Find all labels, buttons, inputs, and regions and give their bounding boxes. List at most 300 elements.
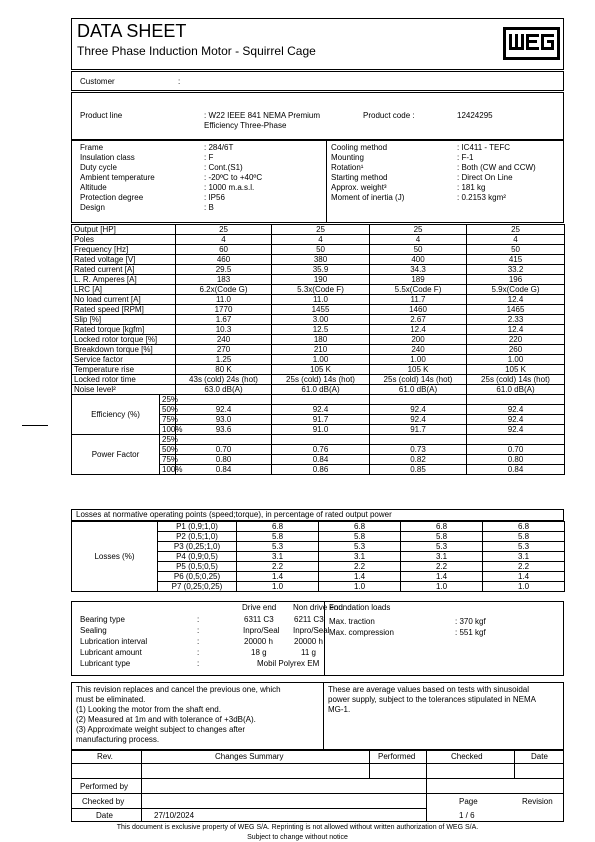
spec-value: : 0.2153 kgm² <box>457 193 506 202</box>
load-label: 75% <box>160 455 176 465</box>
table-cell <box>370 435 467 445</box>
spec-row <box>80 153 320 163</box>
specs-right <box>331 143 561 203</box>
spec-value: : B <box>204 203 214 212</box>
table-cell: 3.1 <box>319 552 401 562</box>
note-line: manufacturing process. <box>76 735 160 744</box>
spec-value: : F-1 <box>457 153 474 162</box>
changes-header: Changes Summary <box>215 752 284 761</box>
table-cell: 11.0 <box>272 295 370 305</box>
table-cell <box>467 435 565 445</box>
table-cell: 80 K <box>176 365 272 375</box>
load-label: 100% <box>160 425 176 435</box>
bearing-row <box>80 615 324 626</box>
table-row <box>72 355 565 365</box>
table-cell: 270 <box>176 345 272 355</box>
table-cell: 5.8 <box>319 532 401 542</box>
table-cell: 25 <box>467 225 565 235</box>
specs-divider <box>326 140 327 223</box>
page-label: Page <box>459 797 478 806</box>
loss-point: P7 (0,25;0,25) <box>158 582 237 592</box>
table-cell <box>272 435 370 445</box>
row-label: L. R. Amperes [A] <box>72 275 176 285</box>
table-cell <box>272 395 370 405</box>
row-label: Rated speed [RPM] <box>72 305 176 315</box>
loss-point: P4 (0,9;0,5) <box>158 552 237 562</box>
spec-value: : Cont.(S1) <box>204 163 243 172</box>
table-row <box>72 395 565 405</box>
spec-row <box>331 193 561 203</box>
spec-row <box>80 193 320 203</box>
bearing-de: 20000 h <box>244 637 273 646</box>
table-cell: 0.80 <box>176 455 272 465</box>
revision-col <box>514 750 515 778</box>
table-cell: 6.8 <box>401 522 483 532</box>
row-label: Frequency [Hz] <box>72 245 176 255</box>
table-cell: 29.5 <box>176 265 272 275</box>
spec-value: : Both (CW and CCW) <box>457 163 536 172</box>
bearing-row <box>80 626 330 637</box>
spec-label: Mounting <box>331 153 364 162</box>
table-cell: 61.0 dB(A) <box>370 385 467 395</box>
efficiency-label: Efficiency (%) <box>72 395 160 435</box>
table-cell: 220 <box>467 335 565 345</box>
load-label: 100% <box>160 465 176 475</box>
table-cell: 180 <box>272 335 370 345</box>
table-cell: 400 <box>370 255 467 265</box>
bearing-nde: 6211 C3 <box>294 615 324 624</box>
spec-value: : Direct On Line <box>457 173 513 182</box>
table-cell: 93.6 <box>176 425 272 435</box>
table-cell: 1.4 <box>401 572 483 582</box>
table-cell: 12.4 <box>370 325 467 335</box>
customer-colon: : <box>178 77 181 86</box>
spec-label: Frame <box>80 143 104 152</box>
table-cell: 200 <box>370 335 467 345</box>
table-cell: 11.7 <box>370 295 467 305</box>
table-cell: 25s (cold) 14s (hot) <box>467 375 565 385</box>
table-cell: 50 <box>272 245 370 255</box>
bearing-nde: 20000 h <box>294 637 323 646</box>
table-cell: 1.4 <box>237 572 319 582</box>
table-cell: 92.4 <box>370 405 467 415</box>
foundation-label: Max. traction <box>329 617 375 626</box>
spec-label: Altitude <box>80 183 107 192</box>
checked-header: Checked <box>451 752 483 761</box>
lubricant-colon: : <box>197 659 200 668</box>
note-line: MG-1. <box>328 705 351 714</box>
loss-point: P3 (0,25;1,0) <box>158 542 237 552</box>
table-cell: 2.2 <box>401 562 483 572</box>
table-cell: 3.1 <box>237 552 319 562</box>
notes-divider <box>323 682 324 750</box>
note-line: This revision replaces and cancel the previous one, which <box>76 685 281 694</box>
table-cell: 0.70 <box>467 445 565 455</box>
row-label: Breakdown torque [%] <box>72 345 176 355</box>
table-cell: 2.2 <box>483 562 565 572</box>
spec-label: Cooling method <box>331 143 388 152</box>
note-line: power supply, subject to the tolerances stipulated in NEMA <box>328 695 536 704</box>
row-label: Locked rotor time <box>72 375 176 385</box>
table-cell: 240 <box>176 335 272 345</box>
performance-table <box>71 224 565 475</box>
date-label: Date <box>96 811 113 820</box>
table-row <box>72 255 565 265</box>
weg-logo <box>503 27 560 60</box>
table-cell: 1.00 <box>272 355 370 365</box>
losses-label: Losses (%) <box>72 522 158 592</box>
table-cell: 6.8 <box>319 522 401 532</box>
spec-value: : 181 kg <box>457 183 486 192</box>
table-cell: 6.2x(Code G) <box>176 285 272 295</box>
row-label: Output [HP] <box>72 225 176 235</box>
customer-box <box>71 71 564 91</box>
row-label: Slip [%] <box>72 315 176 325</box>
revision-line <box>71 763 564 764</box>
table-cell: 240 <box>370 345 467 355</box>
table-cell: 0.70 <box>176 445 272 455</box>
revision-col <box>369 750 370 778</box>
load-label: 50% <box>160 445 176 455</box>
table-cell <box>176 395 272 405</box>
table-cell: 1.0 <box>237 582 319 592</box>
table-row <box>72 385 565 395</box>
revision-col <box>141 750 142 822</box>
revision-line <box>71 793 564 794</box>
table-cell: 5.3 <box>319 542 401 552</box>
table-cell: 35.9 <box>272 265 370 275</box>
spec-row <box>331 143 561 153</box>
table-cell: 25s (cold) 14s (hot) <box>370 375 467 385</box>
table-cell: 25 <box>370 225 467 235</box>
spec-row <box>80 143 320 153</box>
table-cell <box>467 395 565 405</box>
table-cell <box>370 395 467 405</box>
row-label: LRC [A] <box>72 285 176 295</box>
spec-row <box>331 183 561 193</box>
spec-label: Starting method <box>331 173 388 182</box>
table-row <box>72 315 565 325</box>
drive-end-header: Drive end <box>242 603 277 612</box>
spec-label: Design <box>80 203 105 212</box>
loss-point: P6 (0,5;0,25) <box>158 572 237 582</box>
load-label: 75% <box>160 415 176 425</box>
table-cell: 12.5 <box>272 325 370 335</box>
row-label: Locked rotor torque [%] <box>72 335 176 345</box>
table-cell: 4 <box>176 235 272 245</box>
table-cell: 1.00 <box>467 355 565 365</box>
page-value: 1 / 6 <box>459 811 475 820</box>
table-cell: 0.85 <box>370 465 467 475</box>
bearing-colon: : <box>197 637 200 646</box>
table-cell: 12.4 <box>467 325 565 335</box>
table-cell: 190 <box>272 275 370 285</box>
bearing-colon: : <box>197 626 200 635</box>
spec-value: : 284/6T <box>204 143 234 152</box>
table-row <box>72 345 565 355</box>
table-cell: 460 <box>176 255 272 265</box>
performed-header: Performed <box>378 752 416 761</box>
product-line-value: : W22 IEEE 841 NEMA Premium <box>204 111 321 120</box>
note-line: (3) Approximate weight subject to changes after <box>76 725 245 734</box>
spec-row <box>80 173 320 183</box>
performed-by-label: Performed by <box>80 782 129 791</box>
specs-left <box>80 143 320 213</box>
spec-row <box>331 173 561 183</box>
table-cell: 5.8 <box>401 532 483 542</box>
table-cell: 196 <box>467 275 565 285</box>
table-cell: 380 <box>272 255 370 265</box>
product-code-value: 12424295 <box>457 111 493 120</box>
product-line-value-2: Efficiency Three-Phase <box>204 121 287 130</box>
row-label: Noise level² <box>72 385 176 395</box>
table-cell: 61.0 dB(A) <box>272 385 370 395</box>
table-cell: 92.4 <box>370 415 467 425</box>
table-cell: 25 <box>272 225 370 235</box>
table-cell: 2.2 <box>319 562 401 572</box>
table-cell: 1.4 <box>483 572 565 582</box>
table-cell: 5.9x(Code G) <box>467 285 565 295</box>
footer-line-1: This document is exclusive property of WEG S/A. Reprinting is not allowed without written authorization of WEG S/A. <box>116 824 479 831</box>
spec-value: : IC411 - TEFC <box>457 143 511 152</box>
date-header: Date <box>531 752 548 761</box>
row-label: Rated current [A] <box>72 265 176 275</box>
table-cell: 5.8 <box>483 532 565 542</box>
non-drive-end-header: Non drive end <box>293 603 343 612</box>
table-row <box>72 325 565 335</box>
table-cell: 2.2 <box>237 562 319 572</box>
table-row <box>72 435 565 445</box>
table-cell: 25 <box>176 225 272 235</box>
table-row <box>72 335 565 345</box>
bearing-nde: 11 g <box>301 648 316 657</box>
bearing-row <box>80 637 324 648</box>
foundation-label: Max. compression <box>329 628 394 637</box>
loss-point: P5 (0,5;0,5) <box>158 562 237 572</box>
table-cell: 34.3 <box>370 265 467 275</box>
table-cell: 91.7 <box>370 425 467 435</box>
spec-label: Protection degree <box>80 193 144 202</box>
table-cell: 4 <box>370 235 467 245</box>
table-cell: 33.2 <box>467 265 565 275</box>
table-cell: 2.67 <box>370 315 467 325</box>
table-cell: 1460 <box>370 305 467 315</box>
table-cell: 43s (cold) 24s (hot) <box>176 375 272 385</box>
spec-label: Ambient temperature <box>80 173 155 182</box>
table-row <box>72 225 565 235</box>
product-line-label: Product line <box>80 111 123 120</box>
table-cell: 1.4 <box>319 572 401 582</box>
table-cell: 0.82 <box>370 455 467 465</box>
table-cell: 92.4 <box>467 415 565 425</box>
table-cell: 0.76 <box>272 445 370 455</box>
table-cell: 189 <box>370 275 467 285</box>
bearing-row <box>80 648 324 659</box>
table-cell: 4 <box>467 235 565 245</box>
table-row <box>72 235 565 245</box>
table-cell: 1.00 <box>370 355 467 365</box>
table-cell: 0.80 <box>467 455 565 465</box>
table-row <box>72 522 565 532</box>
lubricant-label: Lubricant type <box>80 659 131 668</box>
spec-label: Moment of inertia (J) <box>331 193 405 202</box>
spec-label: Duty cycle <box>80 163 117 172</box>
table-cell: 1.67 <box>176 315 272 325</box>
table-cell: 1.0 <box>483 582 565 592</box>
spec-value: : F <box>204 153 214 162</box>
revision-line <box>71 808 426 809</box>
table-row <box>72 265 565 275</box>
table-cell: 210 <box>272 345 370 355</box>
load-label: 25% <box>160 435 176 445</box>
table-cell: 105 K <box>272 365 370 375</box>
bearing-de: 18 g <box>251 648 267 657</box>
revision-label: Revision <box>522 797 553 806</box>
row-label: Temperature rise <box>72 365 176 375</box>
table-cell: 50 <box>370 245 467 255</box>
rev-header: Rev. <box>97 752 113 761</box>
spec-row <box>331 163 561 173</box>
note-line: (1) Looking the motor from the shaft end. <box>76 705 221 714</box>
table-cell: 105 K <box>370 365 467 375</box>
foundation-value: : 370 kgf <box>455 617 486 626</box>
table-cell: 25s (cold) 14s (hot) <box>272 375 370 385</box>
bearing-colon: : <box>197 615 200 624</box>
table-cell: 11.0 <box>176 295 272 305</box>
spec-value: : 1000 m.a.s.l. <box>204 183 255 192</box>
table-cell: 415 <box>467 255 565 265</box>
table-cell: 10.3 <box>176 325 272 335</box>
table-cell: 4 <box>272 235 370 245</box>
product-code-label: Product code : <box>363 111 415 120</box>
load-label: 25% <box>160 395 176 405</box>
table-cell: 5.5x(Code F) <box>370 285 467 295</box>
notes-left <box>76 685 281 745</box>
row-label: Service factor <box>72 355 176 365</box>
bearing-label: Sealing <box>80 626 107 635</box>
table-cell <box>176 435 272 445</box>
note-line: These are average values based on tests with sinusoidal <box>328 685 530 694</box>
bearing-nde: Inpro/Seal <box>293 626 330 635</box>
table-cell: 92.4 <box>467 425 565 435</box>
table-cell: 1.25 <box>176 355 272 365</box>
bearing-de: Inpro/Seal <box>243 626 280 635</box>
table-cell: 91.7 <box>272 415 370 425</box>
table-cell: 3.1 <box>401 552 483 562</box>
table-cell: 92.4 <box>272 405 370 415</box>
table-row <box>72 285 565 295</box>
customer-label: Customer <box>80 77 115 86</box>
notes-right <box>328 685 536 715</box>
loss-point: P2 (0,5;1,0) <box>158 532 237 542</box>
loss-point: P1 (0,9;1,0) <box>158 522 237 532</box>
spec-row <box>331 153 561 163</box>
table-row <box>72 365 565 375</box>
table-cell: 0.73 <box>370 445 467 455</box>
table-cell: 1465 <box>467 305 565 315</box>
table-cell: 0.84 <box>176 465 272 475</box>
revision-box <box>71 750 564 822</box>
revision-col <box>426 750 427 822</box>
row-label: No load current [A] <box>72 295 176 305</box>
foundation-title: Foundation loads <box>329 603 391 612</box>
table-cell: 5.3 <box>237 542 319 552</box>
losses-table <box>71 521 565 592</box>
table-cell: 5.3 <box>401 542 483 552</box>
table-cell: 6.8 <box>237 522 319 532</box>
table-row <box>72 305 565 315</box>
footer-line-2: Subject to change without notice <box>247 834 348 841</box>
table-cell: 260 <box>467 345 565 355</box>
document-subtitle: Three Phase Induction Motor - Squirrel Cage <box>77 44 316 58</box>
table-row <box>72 245 565 255</box>
table-cell: 93.0 <box>176 415 272 425</box>
table-row <box>72 295 565 305</box>
spec-label: Rotation¹ <box>331 163 364 172</box>
table-row <box>72 375 565 385</box>
row-label: Rated voltage [V] <box>72 255 176 265</box>
bearing-row <box>80 659 324 670</box>
table-cell: 61.0 dB(A) <box>467 385 565 395</box>
table-cell: 2.33 <box>467 315 565 325</box>
margin-mark <box>22 425 48 426</box>
table-cell: 1770 <box>176 305 272 315</box>
checked-by-label: Checked by <box>82 797 125 806</box>
row-label: Poles <box>72 235 176 245</box>
table-cell: 105 K <box>467 365 565 375</box>
row-label: Rated torque [kgfm] <box>72 325 176 335</box>
load-label: 50% <box>160 405 176 415</box>
bearing-label: Bearing type <box>80 615 125 624</box>
spec-row <box>80 163 320 173</box>
table-cell: 1.0 <box>319 582 401 592</box>
table-cell: 5.8 <box>237 532 319 542</box>
bearing-label: Lubricant amount <box>80 648 142 657</box>
table-cell: 63.0 dB(A) <box>176 385 272 395</box>
table-cell: 92.4 <box>467 405 565 415</box>
spec-label: Approx. weight³ <box>331 183 387 192</box>
power-factor-label: Power Factor <box>72 435 160 475</box>
lubricant-value: Mobil Polyrex EM <box>257 659 320 668</box>
table-cell: 0.84 <box>272 455 370 465</box>
note-line: must be eliminated. <box>76 695 146 704</box>
table-cell: 12.4 <box>467 295 565 305</box>
table-cell: 6.8 <box>483 522 565 532</box>
table-cell: 60 <box>176 245 272 255</box>
table-cell: 183 <box>176 275 272 285</box>
spec-label: Insulation class <box>80 153 135 162</box>
spec-row <box>80 183 320 193</box>
table-row <box>72 275 565 285</box>
table-cell: 1.0 <box>401 582 483 592</box>
document-title: DATA SHEET <box>77 21 187 41</box>
table-cell: 92.4 <box>176 405 272 415</box>
table-cell: 50 <box>467 245 565 255</box>
bearing-rows <box>80 615 330 670</box>
table-cell: 5.3 <box>483 542 565 552</box>
table-cell: 3.1 <box>483 552 565 562</box>
foundation-value: : 551 kgf <box>455 628 486 637</box>
note-line: (2) Measured at 1m and with tolerance of +3dB(A). <box>76 715 256 724</box>
table-cell: 3.00 <box>272 315 370 325</box>
spec-value: : IP56 <box>204 193 225 202</box>
table-cell: 0.84 <box>467 465 565 475</box>
table-cell: 91.0 <box>272 425 370 435</box>
date-value: 27/10/2024 <box>154 811 195 820</box>
table-cell: 0.86 <box>272 465 370 475</box>
bearing-label: Lubrication interval <box>80 637 148 646</box>
table-cell: 1455 <box>272 305 370 315</box>
